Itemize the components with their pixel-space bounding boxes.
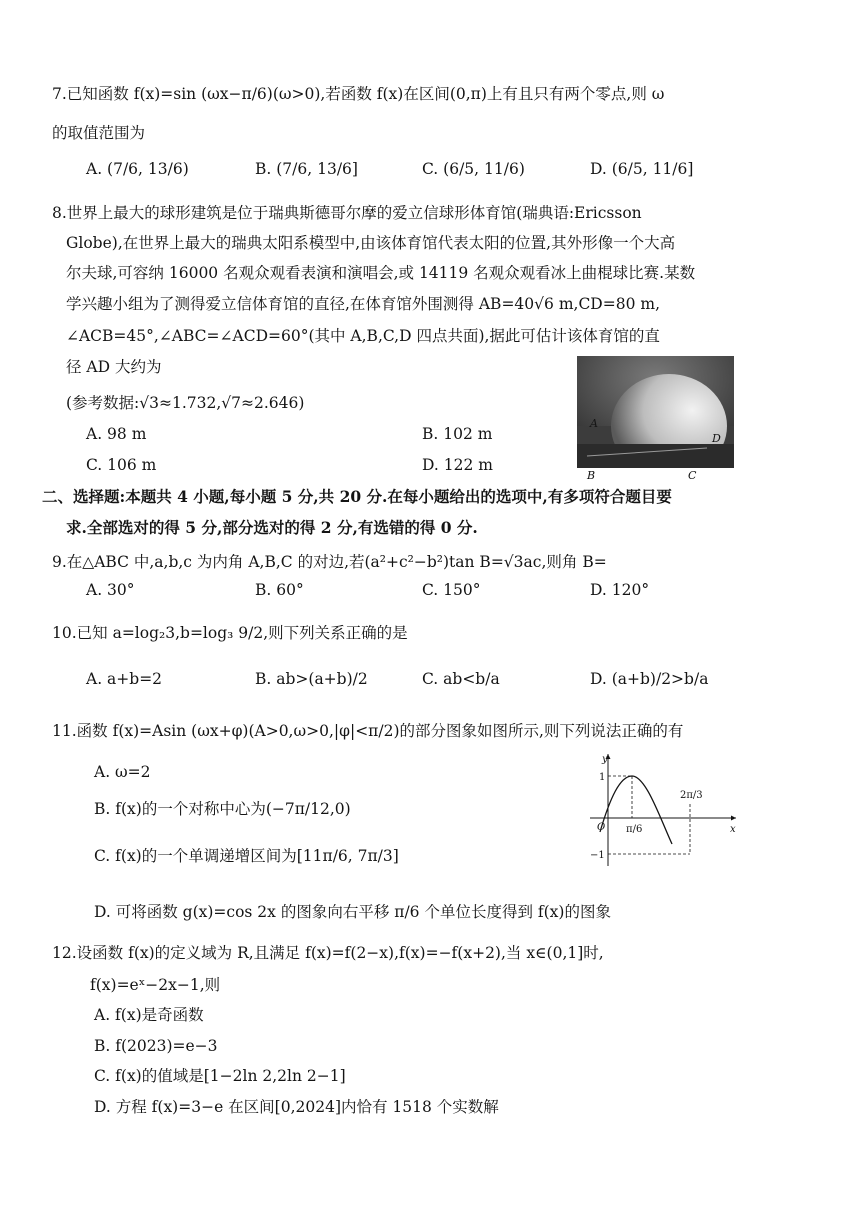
- q10-stem: 10.已知 a=log₂3,b=log₃ 9/2,则下列关系正确的是: [52, 624, 408, 642]
- q9-option-a: A. 30°: [86, 581, 135, 599]
- q8-stem-line5: ∠ACB=45°,∠ABC=∠ACD=60°(其中 A,B,C,D 四点共面),据此可估计该体育馆的直: [66, 327, 660, 345]
- q8-option-c: C. 106 m: [86, 456, 157, 474]
- graph-label-x: x: [730, 824, 736, 835]
- graph-label-one: 1: [599, 772, 606, 783]
- q9-stem: 9.在△ABC 中,a,b,c 为内角 A,B,C 的对边,若(a²+c²−b²)tan B=√3ac,则角 B=: [52, 553, 607, 571]
- q12-option-b: B. f(2023)=e−3: [94, 1037, 218, 1055]
- q12-stem-line1: 12.设函数 f(x)的定义域为 R,且满足 f(x)=f(2−x),f(x)=−f(x+2),当 x∈(0,1]时,: [52, 944, 604, 962]
- q11-sine-graph: [580, 748, 740, 868]
- section2-heading-line1: 二、选择题:本题共 4 小题,每小题 5 分,共 20 分.在每小题给出的选项中,有多项符合题目要: [42, 487, 672, 506]
- q11-option-c: C. f(x)的一个单调递增区间为[11π/6, 7π/3]: [94, 847, 399, 865]
- q8-stem-line3: 尔夫球,可容纳 16000 名观众观看表演和演唱会,或 14119 名观众观看冰上曲棍球比赛.某数: [66, 264, 696, 282]
- q12-option-c: C. f(x)的值域是[1−2ln 2,2ln 2−1]: [94, 1067, 346, 1085]
- graph-label-pi-6: π/6: [626, 824, 643, 835]
- q10-option-a: A. a+b=2: [86, 670, 163, 688]
- q8-option-d: D. 122 m: [422, 456, 493, 474]
- q7-stem-line1: 7.已知函数 f(x)=sin (ωx−π/6)(ω>0),若函数 f(x)在区间(0,π)上有且只有两个零点,则 ω: [52, 85, 665, 103]
- q7-option-a: A. (7/6, 13/6): [86, 160, 189, 178]
- photo-label-c: C: [688, 469, 697, 482]
- section2-heading-line2: 求.全部选对的得 5 分,部分选对的得 2 分,有选错的得 0 分.: [66, 518, 478, 537]
- q8-stem-line6: 径 AD 大约为: [66, 358, 162, 376]
- q11-stem: 11.函数 f(x)=Asin (ωx+φ)(A>0,ω>0,|φ|<π/2)的部分图象如图所示,则下列说法正确的有: [52, 722, 684, 740]
- graph-label-neg-one: −1: [590, 850, 605, 861]
- q8-option-b: B. 102 m: [422, 425, 493, 443]
- q7-stem-line2: 的取值范围为: [52, 124, 146, 142]
- q10-option-b: B. ab>(a+b)/2: [255, 670, 368, 688]
- q12-option-a: A. f(x)是奇函数: [94, 1006, 204, 1024]
- graph-label-origin: O: [597, 822, 606, 833]
- graph-label-2pi-3: 2π/3: [680, 790, 703, 801]
- photo-foreground: [577, 444, 734, 468]
- photo-label-d: D: [712, 432, 721, 445]
- q8-option-a: A. 98 m: [86, 425, 147, 443]
- q11-option-b: B. f(x)的一个对称中心为(−7π/12,0): [94, 800, 351, 818]
- q8-reference-data: (参考数据:√3≈1.732,√7≈2.646): [66, 394, 305, 412]
- q8-stem-line2: Globe),在世界上最大的瑞典太阳系模型中,由该体育馆代表太阳的位置,其外形像一个大高: [66, 234, 676, 252]
- q12-option-d: D. 方程 f(x)=3−e 在区间[0,2024]内恰有 1518 个实数解: [94, 1098, 499, 1116]
- photo-label-a: A: [590, 417, 598, 430]
- q7-option-d: D. (6/5, 11/6]: [590, 160, 694, 178]
- q10-option-c: C. ab<b/a: [422, 670, 500, 688]
- q7-option-c: C. (6/5, 11/6): [422, 160, 525, 178]
- q10-option-d: D. (a+b)/2>b/a: [590, 670, 709, 688]
- q9-option-c: C. 150°: [422, 581, 481, 599]
- q9-option-d: D. 120°: [590, 581, 650, 599]
- q8-stem-line1: 8.世界上最大的球形建筑是位于瑞典斯德哥尔摩的爱立信球形体育馆(瑞典语:Ericsson: [52, 204, 642, 222]
- q8-stem-line4: 学兴趣小组为了测得爱立信体育馆的直径,在体育馆外围测得 AB=40√6 m,CD=80 m,: [66, 295, 660, 313]
- q12-stem-line2: f(x)=eˣ−2x−1,则: [90, 976, 221, 994]
- ericsson-globe-photo: [577, 356, 734, 468]
- photo-label-b: B: [587, 469, 596, 482]
- q9-option-b: B. 60°: [255, 581, 304, 599]
- q7-option-b: B. (7/6, 13/6]: [255, 160, 358, 178]
- q11-option-a: A. ω=2: [94, 763, 151, 781]
- q11-option-d: D. 可将函数 g(x)=cos 2x 的图象向右平移 π/6 个单位长度得到 f(x)的图象: [94, 903, 611, 921]
- graph-label-y: y: [602, 754, 608, 765]
